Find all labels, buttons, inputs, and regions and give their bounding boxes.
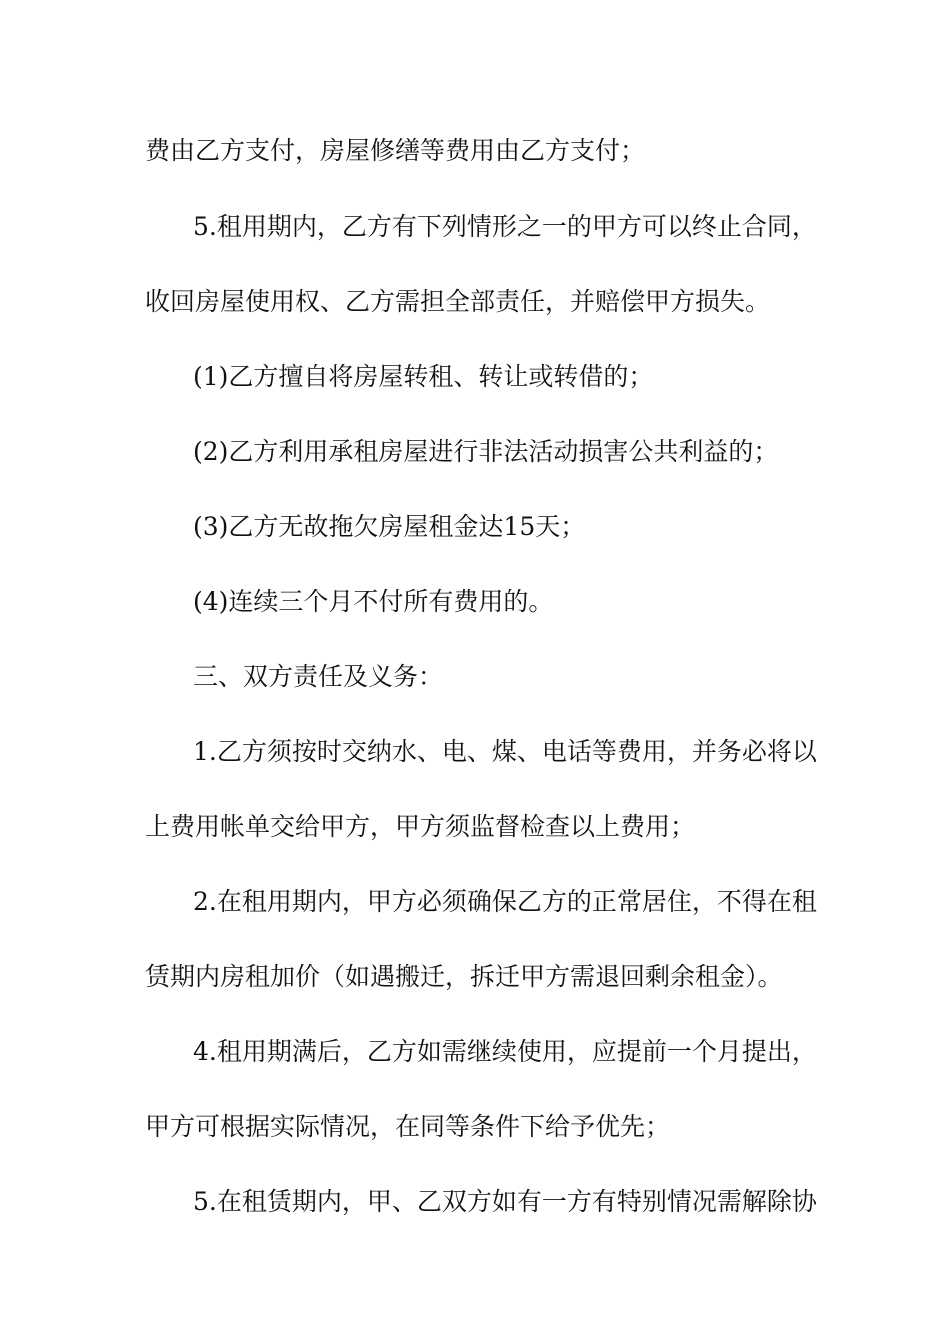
paragraph-line: (1)乙方擅自将房屋转租、转让或转借的； [193, 362, 654, 391]
paragraph-line: 费由乙方支付，房屋修缮等费用由乙方支付； [145, 136, 646, 165]
paragraph-line: 甲方可根据实际情况，在同等条件下给予优先； [145, 1112, 671, 1141]
paragraph-line: 2.在租用期内，甲方必须确保乙方的正常居住，不得在租 [193, 887, 817, 916]
paragraph-line: 收回房屋使用权、乙方需担全部责任，并赔偿甲方损失。 [145, 287, 771, 316]
paragraph-line: (2)乙方利用承租房屋进行非法活动损害公共利益的； [193, 437, 779, 466]
section-heading: 三、双方责任及义务： [193, 662, 444, 691]
paragraph-line: 上费用帐单交给甲方，甲方须监督检查以上费用； [145, 812, 696, 841]
paragraph-line: 4.租用期满后，乙方如需继续使用，应提前一个月提出， [193, 1037, 817, 1066]
paragraph-line: 赁期内房租加价（如遇搬迁，拆迁甲方需退回剩余租金）。 [145, 962, 783, 991]
paragraph-line: (3)乙方无故拖欠房屋租金达15天； [193, 512, 586, 541]
paragraph-line: 5.在租赁期内，甲、乙双方如有一方有特别情况需解除协 [193, 1187, 817, 1216]
paragraph-line: (4)连续三个月不付所有费用的。 [193, 587, 554, 616]
paragraph-line: 1.乙方须按时交纳水、电、煤、电话等费用，并务必将以 [193, 737, 817, 766]
paragraph-line: 5.租用期内，乙方有下列情形之一的甲方可以终止合同， [193, 212, 817, 241]
